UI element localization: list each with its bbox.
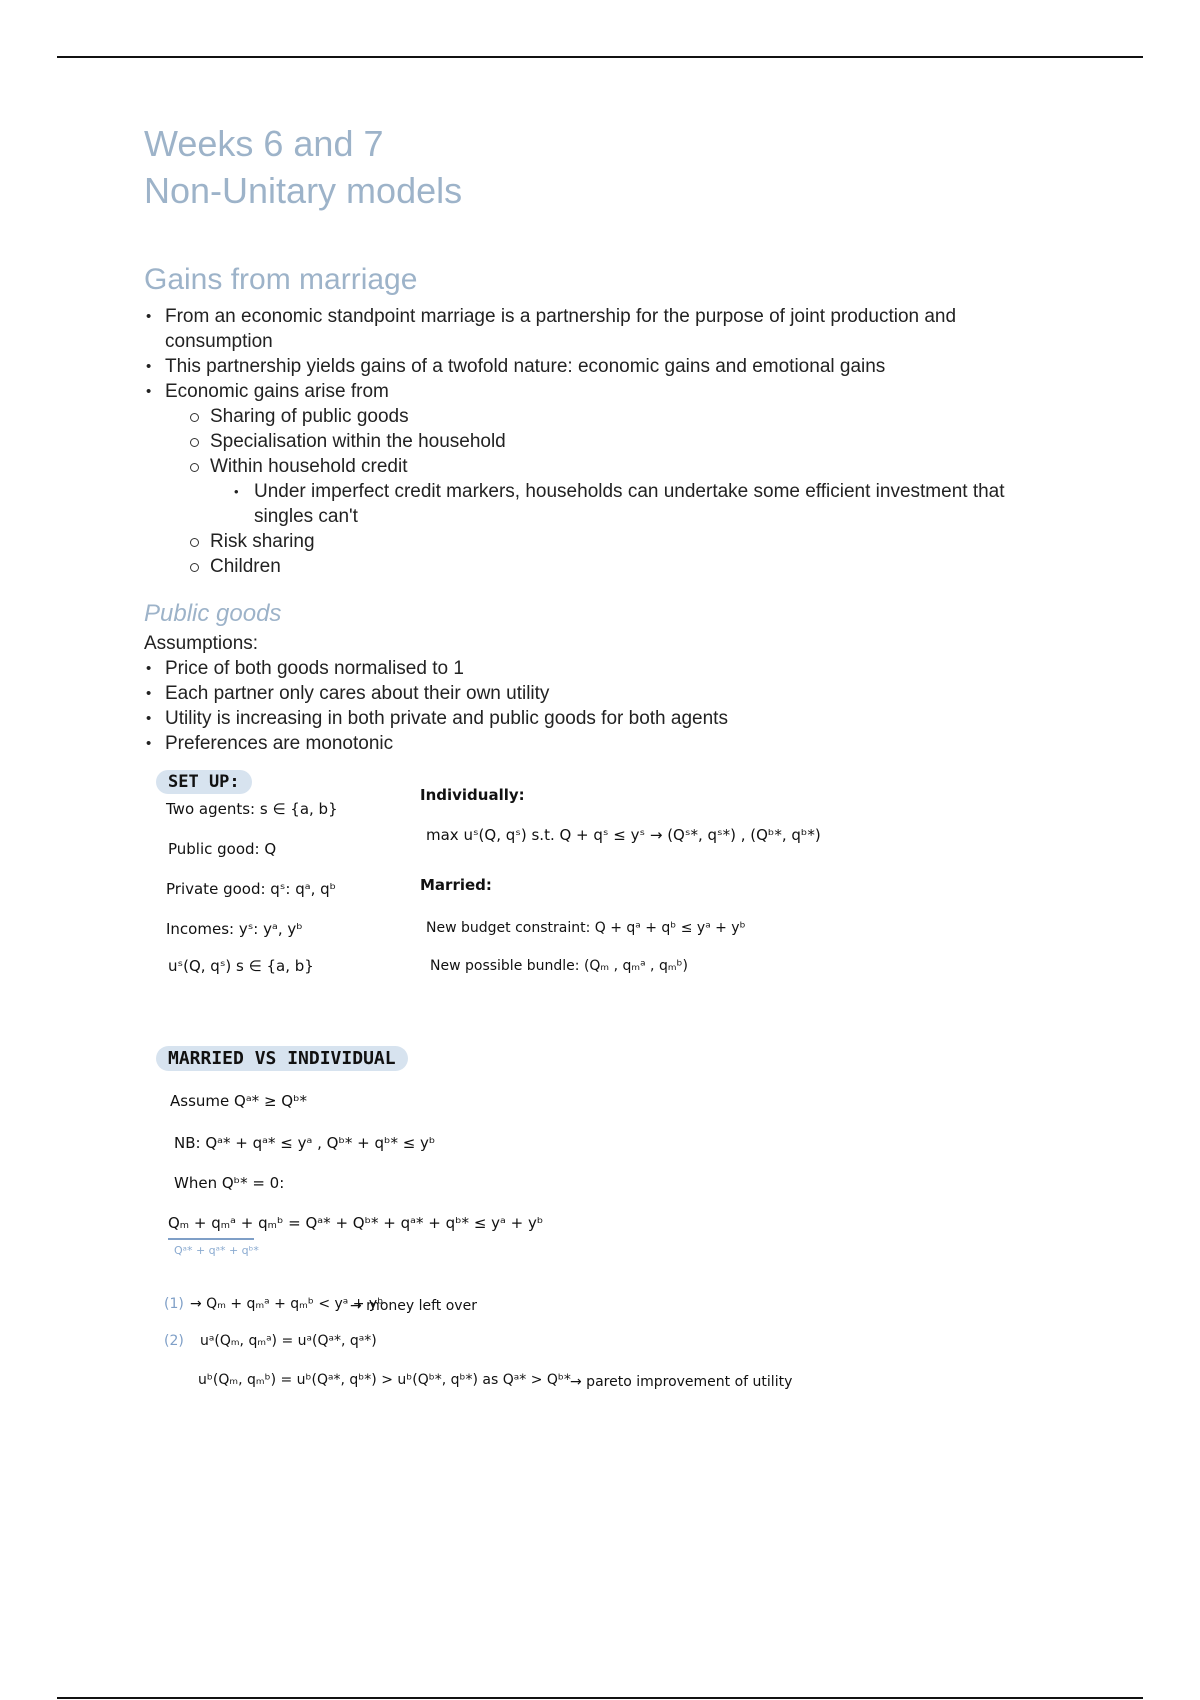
- married-bundle-line: New possible bundle: (Qₘ , qₘᵃ , qₘᵇ): [430, 958, 689, 974]
- number-2: (2): [164, 1333, 184, 1349]
- gains-sub-list-continued: [144, 529, 1064, 579]
- list-item: Sharing of public goods: [144, 404, 1064, 429]
- setup-line-utility: uˢ(Q, qˢ) s ∈ {a, b}: [168, 957, 314, 975]
- setup-line-private-good: Private good: qˢ: qᵃ, qᵇ: [166, 880, 337, 898]
- list-item: • Price of both goods normalised to 1: [144, 656, 1064, 681]
- numbered-line-1: → Qₘ + qₘᵃ + qₘᵇ < yᵃ + yᵇ: [190, 1296, 384, 1312]
- list-item: • From an economic standpoint marriage is a partnership for the purpose of joint production and consumption: [144, 304, 1064, 354]
- underline-mark: [168, 1238, 254, 1240]
- married-budget-line: New budget constraint: Q + qᵃ + qᵇ ≤ yᵃ + yᵇ: [426, 920, 746, 936]
- married-label: Married:: [420, 876, 492, 894]
- list-item: Specialisation within the household: [144, 429, 1064, 454]
- list-item: Children: [144, 554, 1064, 579]
- list-item: Risk sharing: [144, 529, 1064, 554]
- setup-line-incomes: Incomes: yˢ: yᵃ, yᵇ: [166, 920, 303, 938]
- individually-label: Individually:: [420, 786, 525, 804]
- nb-line: NB: Qᵃ* + qᵃ* ≤ yᵃ , Qᵇ* + qᵇ* ≤ yᵇ: [174, 1134, 436, 1152]
- money-left-note: → money left over: [350, 1298, 477, 1314]
- individually-equation: max uˢ(Q, qˢ) s.t. Q + qˢ ≤ yˢ → (Qˢ*, qˢ*) , (Qᵇ*, qᵇ*): [426, 826, 821, 844]
- when-line: When Qᵇ* = 0:: [174, 1174, 285, 1192]
- top-rule: [57, 56, 1143, 58]
- gains-sub-list: [144, 404, 1064, 479]
- list-item: • Preferences are monotonic: [144, 731, 1064, 756]
- list-item: • Each partner only cares about their own utility: [144, 681, 1064, 706]
- document-body: [144, 120, 1064, 756]
- gains-bullet-list: [144, 304, 1064, 404]
- number-1: (1): [164, 1296, 184, 1312]
- page-title-line-2: Non-Unitary models: [144, 170, 463, 211]
- assumptions-label: Assumptions:: [144, 633, 259, 654]
- gains-sub-sub-list: [144, 479, 1064, 529]
- list-item: • Under imperfect credit markers, households can undertake some efficient investment that singles can't: [144, 479, 1064, 529]
- married-vs-individual-badge: MARRIED VS INDIVIDUAL: [156, 1046, 408, 1071]
- list-item: • Economic gains arise from: [144, 379, 1064, 404]
- combined-budget-line: Qₘ + qₘᵃ + qₘᵇ = Qᵃ* + Qᵇ* + qᵃ* + qᵇ* ≤ yᵃ + yᵇ: [168, 1214, 544, 1232]
- heading-gains-from-marriage: Gains from marriage: [144, 263, 418, 296]
- list-item: • This partnership yields gains of a twofold nature: economic gains and emotional gains: [144, 354, 1064, 379]
- page-title-line-1: Weeks 6 and 7: [144, 123, 384, 164]
- numbered-line-2: uᵃ(Qₘ, qₘᵃ) = uᵃ(Qᵃ*, qᵃ*): [200, 1333, 377, 1349]
- bottom-rule: [57, 1697, 1143, 1699]
- heading-public-goods: Public goods: [144, 600, 282, 627]
- setup-line-public-good: Public good: Q: [168, 840, 277, 858]
- setup-badge: SET UP:: [156, 770, 252, 794]
- assume-line: Assume Qᵃ* ≥ Qᵇ*: [170, 1092, 308, 1110]
- underline-note: Qᵃ* + qᵃ* + qᵇ*: [174, 1244, 259, 1257]
- final-utility-line: uᵇ(Qₘ, qₘᵇ) = uᵇ(Qᵃ*, qᵇ*) > uᵇ(Qᵇ*, qᵇ*) as Qᵃ* > Qᵇ*: [198, 1372, 571, 1388]
- assumptions-list: [144, 656, 1064, 756]
- list-item: Within household credit: [144, 454, 1064, 479]
- list-item: • Utility is increasing in both private and public goods for both agents: [144, 706, 1064, 731]
- pareto-note: → pareto improvement of utility: [570, 1374, 793, 1390]
- setup-line-agents: Two agents: s ∈ {a, b}: [166, 800, 338, 818]
